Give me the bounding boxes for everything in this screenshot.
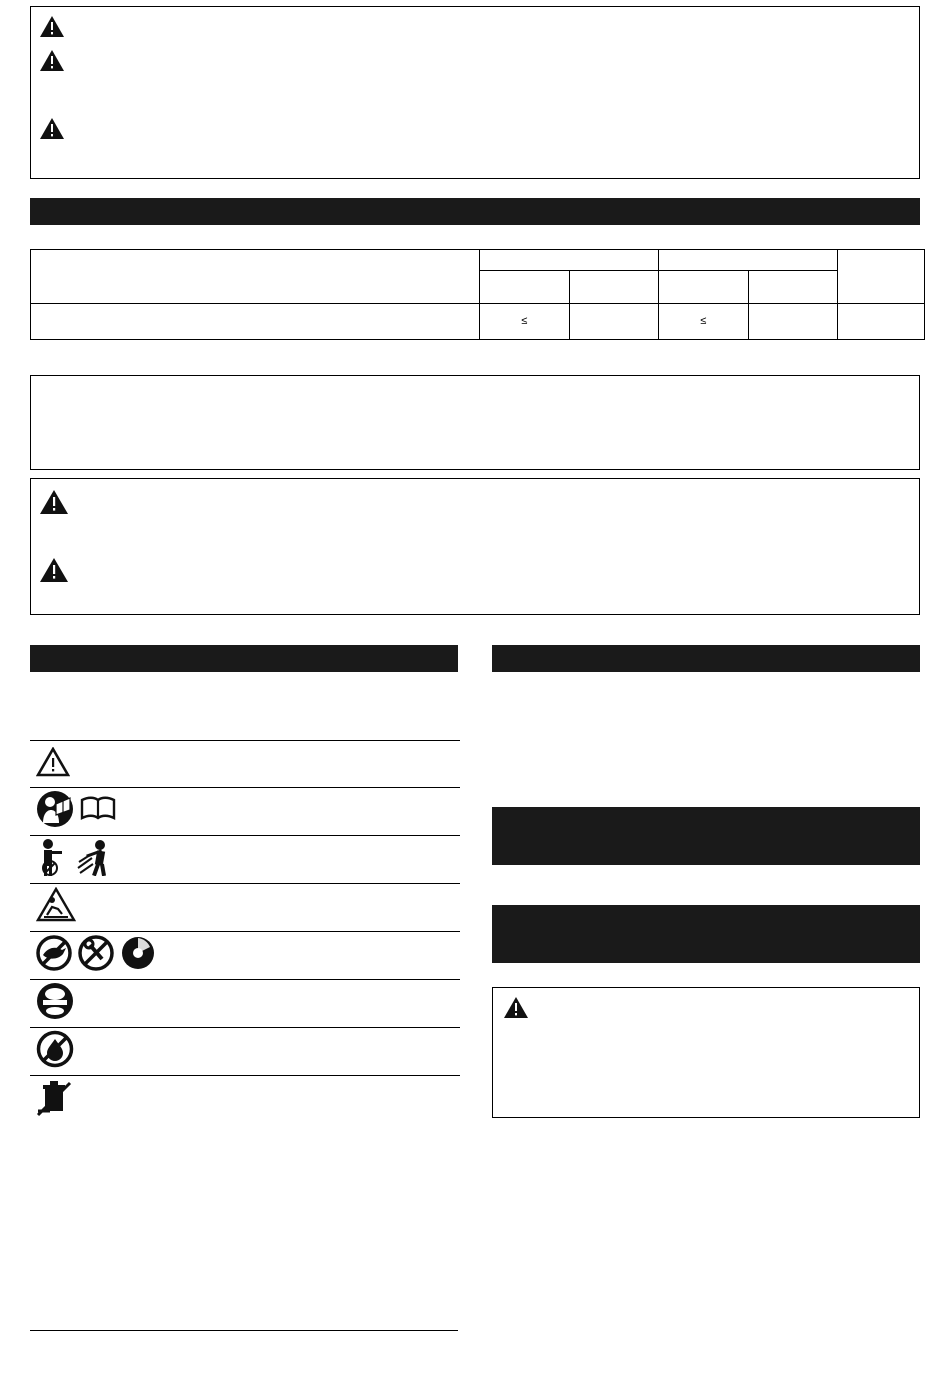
section-bar-label	[30, 645, 458, 657]
list-item	[30, 836, 460, 884]
right-column-warning-box	[492, 987, 920, 1118]
open-book-icon	[80, 796, 116, 827]
no-birds-icon	[36, 935, 72, 976]
read-manual-icon	[36, 790, 74, 833]
section-bar-symbols	[30, 645, 458, 672]
symbol-icon-group	[30, 838, 150, 881]
right-column-bar-b	[492, 905, 920, 963]
list-item	[30, 788, 460, 836]
table-cell	[480, 250, 659, 271]
weee-bin-icon	[36, 1079, 72, 1122]
section-bar-right-column	[492, 645, 920, 672]
footer-rule	[30, 1330, 458, 1331]
symbol-icon-group	[30, 1079, 150, 1122]
warning-item	[39, 117, 65, 145]
warning-item	[39, 49, 65, 77]
wear-eye-ear-protection-icon	[36, 982, 74, 1025]
symbol-icon-group	[30, 935, 170, 976]
warning-box-secondary	[30, 478, 920, 615]
table-cell	[838, 250, 925, 304]
table-cell	[748, 304, 838, 340]
table-cell-leq: ≤	[480, 304, 570, 340]
symbol-icon-group	[30, 790, 150, 833]
list-item	[30, 1076, 460, 1124]
list-item	[30, 980, 460, 1028]
table-row	[31, 250, 925, 271]
table-cell	[838, 304, 925, 340]
section-bar-label	[492, 645, 920, 657]
no-water-icon	[36, 1030, 74, 1073]
keep-bystanders-away-icon	[36, 838, 70, 881]
table-cell	[569, 271, 659, 304]
warning-triangle-icon	[39, 117, 65, 140]
no-tool-icon	[78, 935, 114, 976]
warning-triangle-outline-icon	[36, 747, 70, 782]
warning-triangle-icon	[503, 996, 529, 1019]
right-column-bar-a	[492, 807, 920, 865]
slip-hazard-icon	[36, 887, 76, 928]
no-blade-icon	[120, 935, 156, 976]
table-cell-leq: ≤	[659, 304, 749, 340]
warning-item	[39, 557, 69, 588]
warning-item	[39, 15, 65, 43]
table-cell	[569, 304, 659, 340]
warning-item	[503, 996, 529, 1024]
table-row	[31, 304, 925, 340]
warning-triangle-icon	[39, 489, 69, 515]
table-cell	[31, 304, 480, 340]
table-cell	[748, 271, 838, 304]
list-item	[30, 932, 460, 980]
symbol-icon-group	[30, 747, 150, 782]
note-box	[30, 375, 920, 470]
list-item	[30, 1028, 460, 1076]
list-item	[30, 884, 460, 932]
table-cell	[31, 250, 480, 304]
section-bar-label	[492, 807, 920, 819]
warning-triangle-icon	[39, 15, 65, 38]
warning-triangle-icon	[39, 49, 65, 72]
warning-triangle-icon	[39, 557, 69, 583]
symbol-icon-group	[30, 887, 150, 928]
table-cell	[659, 271, 749, 304]
symbols-list	[30, 740, 460, 1124]
table-cell	[659, 250, 838, 271]
section-bar-label	[30, 198, 920, 210]
list-item	[30, 740, 460, 788]
warning-item	[39, 489, 69, 520]
thrown-object-icon	[76, 838, 114, 881]
symbol-icon-group	[30, 1030, 150, 1073]
table-cell	[480, 271, 570, 304]
specification-table	[30, 249, 925, 340]
symbol-icon-group	[30, 982, 150, 1025]
top-warning-box	[30, 6, 920, 179]
section-bar-label	[492, 905, 920, 917]
section-bar-specifications	[30, 198, 920, 225]
